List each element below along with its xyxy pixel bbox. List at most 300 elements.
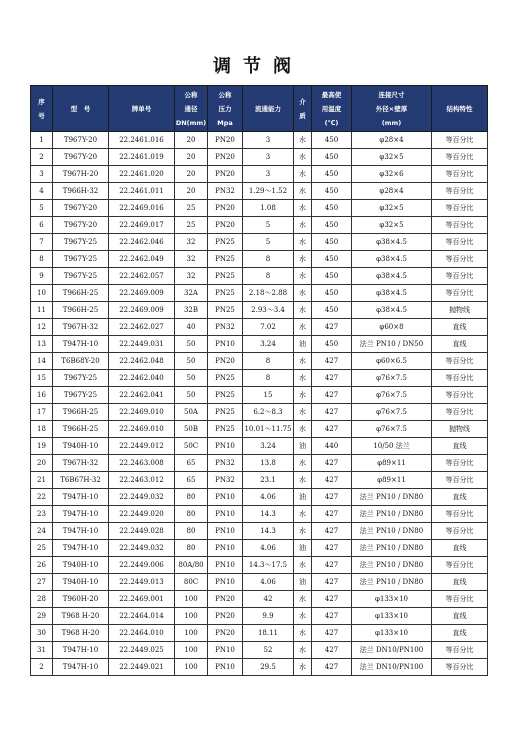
- cell-nominal-diameter: 80: [175, 540, 208, 557]
- cell-medium: 水: [294, 404, 312, 421]
- cell-model: T967Y-25: [53, 370, 109, 387]
- cell-max-temp: 427: [312, 472, 352, 489]
- cell-medium: 水: [294, 268, 312, 285]
- cell-medium: 水: [294, 659, 312, 676]
- cell-model: T967Y-20: [53, 149, 109, 166]
- cell-seq: 21: [31, 472, 53, 489]
- cell-nominal-pressure: PN10: [208, 540, 243, 557]
- table-row: [31, 285, 488, 302]
- table-row: [31, 302, 488, 319]
- cell-flow-capacity: 14.3: [243, 523, 294, 540]
- cell-max-temp: 427: [312, 574, 352, 591]
- cell-nominal-diameter: 100: [175, 659, 208, 676]
- cell-medium: 水: [294, 234, 312, 251]
- cell-nominal-pressure: PN25: [208, 234, 243, 251]
- cell-model: T967Y-25: [53, 387, 109, 404]
- cell-max-temp: 450: [312, 149, 352, 166]
- cell-medium: 水: [294, 506, 312, 523]
- cell-connection-size: 法兰 PN10 / DN80: [352, 523, 432, 540]
- header-max-temp: [312, 86, 352, 132]
- cell-medium: 水: [294, 557, 312, 574]
- cell-nominal-diameter: 80: [175, 489, 208, 506]
- cell-max-temp: 427: [312, 455, 352, 472]
- cell-order-no: 22.2469.010: [109, 404, 175, 421]
- cell-nominal-pressure: PN25: [208, 251, 243, 268]
- cell-seq: 22: [31, 489, 53, 506]
- cell-structure: 等百分比: [432, 234, 488, 251]
- cell-order-no: 22.2462.057: [109, 268, 175, 285]
- cell-medium: 水: [294, 455, 312, 472]
- cell-order-no: 22.2462.040: [109, 370, 175, 387]
- cell-structure: 等百分比: [432, 591, 488, 608]
- cell-model: T947H-10: [53, 642, 109, 659]
- cell-order-no: 22.2449.012: [109, 438, 175, 455]
- cell-max-temp: 450: [312, 166, 352, 183]
- cell-max-temp: 450: [312, 234, 352, 251]
- cell-max-temp: 427: [312, 557, 352, 574]
- cell-nominal-diameter: 50: [175, 353, 208, 370]
- cell-nominal-diameter: 32A: [175, 285, 208, 302]
- table-row: [31, 234, 488, 251]
- cell-flow-capacity: 13.8: [243, 455, 294, 472]
- cell-model: T968 H-20: [53, 608, 109, 625]
- cell-flow-capacity: 2.93～3.4: [243, 302, 294, 319]
- cell-model: T947H-10: [53, 506, 109, 523]
- cell-order-no: 22.2469.009: [109, 302, 175, 319]
- cell-model: T966H-32: [53, 183, 109, 200]
- cell-model: T947H-10: [53, 336, 109, 353]
- table-row: [31, 625, 488, 642]
- cell-nominal-diameter: 80: [175, 523, 208, 540]
- cell-flow-capacity: 42: [243, 591, 294, 608]
- table-row: [31, 608, 488, 625]
- cell-model: T967Y-25: [53, 234, 109, 251]
- cell-connection-size: 10/50 法兰: [352, 438, 432, 455]
- table-row: [31, 506, 488, 523]
- table-row: [31, 319, 488, 336]
- table-row: [31, 523, 488, 540]
- cell-seq: 2: [31, 149, 53, 166]
- cell-structure: 等百分比: [432, 285, 488, 302]
- header-row: [31, 86, 488, 132]
- cell-flow-capacity: 8: [243, 251, 294, 268]
- cell-nominal-pressure: PN10: [208, 438, 243, 455]
- cell-structure: 直线: [432, 319, 488, 336]
- header-line: 结构特性: [446, 104, 473, 113]
- cell-nominal-pressure: PN25: [208, 370, 243, 387]
- cell-structure: 等百分比: [432, 132, 488, 149]
- cell-flow-capacity: 8: [243, 370, 294, 387]
- cell-seq: 5: [31, 200, 53, 217]
- cell-nominal-diameter: 50B: [175, 421, 208, 438]
- header-medium: [294, 86, 312, 132]
- cell-seq: 15: [31, 370, 53, 387]
- cell-medium: 水: [294, 421, 312, 438]
- cell-structure: 等百分比: [432, 166, 488, 183]
- cell-nominal-diameter: 100: [175, 625, 208, 642]
- cell-model: T967Y-20: [53, 132, 109, 149]
- cell-order-no: 22.2449.031: [109, 336, 175, 353]
- table-row: [31, 540, 488, 557]
- cell-order-no: 22.2464.014: [109, 608, 175, 625]
- cell-structure: 等百分比: [432, 217, 488, 234]
- cell-nominal-pressure: PN32: [208, 455, 243, 472]
- cell-max-temp: 427: [312, 353, 352, 370]
- cell-structure: 等百分比: [432, 472, 488, 489]
- cell-seq: 14: [31, 353, 53, 370]
- cell-order-no: 22.2449.028: [109, 523, 175, 540]
- cell-max-temp: 427: [312, 642, 352, 659]
- cell-seq: 30: [31, 625, 53, 642]
- cell-structure: 等百分比: [432, 183, 488, 200]
- header-connection-size: [352, 86, 432, 132]
- cell-structure: 直线: [432, 540, 488, 557]
- table-row: [31, 472, 488, 489]
- table-row: [31, 591, 488, 608]
- cell-structure: 直线: [432, 489, 488, 506]
- cell-nominal-diameter: 20: [175, 166, 208, 183]
- cell-nominal-diameter: 25: [175, 217, 208, 234]
- cell-max-temp: 427: [312, 540, 352, 557]
- cell-order-no: 22.2469.010: [109, 421, 175, 438]
- cell-max-temp: 427: [312, 387, 352, 404]
- header-line: 最高使: [321, 90, 342, 99]
- cell-flow-capacity: 18.11: [243, 625, 294, 642]
- table-row: [31, 251, 488, 268]
- cell-model: T940H-10: [53, 438, 109, 455]
- cell-nominal-diameter: 40: [175, 319, 208, 336]
- cell-nominal-diameter: 50: [175, 387, 208, 404]
- cell-structure: 抛物线: [432, 421, 488, 438]
- cell-seq: 10: [31, 285, 53, 302]
- cell-nominal-pressure: PN10: [208, 574, 243, 591]
- cell-model: T968 H-20: [53, 625, 109, 642]
- cell-seq: 13: [31, 336, 53, 353]
- cell-seq: 12: [31, 319, 53, 336]
- cell-model: T6B67H-32: [53, 472, 109, 489]
- cell-flow-capacity: 15: [243, 387, 294, 404]
- cell-nominal-pressure: PN32: [208, 472, 243, 489]
- cell-connection-size: φ76×7.5: [352, 404, 432, 421]
- cell-model: T966H-25: [53, 404, 109, 421]
- cell-max-temp: 427: [312, 591, 352, 608]
- cell-order-no: 22.2464.010: [109, 625, 175, 642]
- cell-connection-size: 法兰 DN10/PN100: [352, 659, 432, 676]
- table-row: [31, 353, 488, 370]
- cell-connection-size: 法兰 PN10 / DN50: [352, 336, 432, 353]
- cell-order-no: 22.2469.016: [109, 200, 175, 217]
- header-structure: [432, 86, 488, 132]
- cell-structure: 等百分比: [432, 149, 488, 166]
- header-line: 号: [38, 111, 45, 120]
- cell-connection-size: φ38×4.5: [352, 285, 432, 302]
- cell-nominal-pressure: PN20: [208, 149, 243, 166]
- cell-nominal-pressure: PN10: [208, 557, 243, 574]
- cell-medium: 油: [294, 438, 312, 455]
- cell-flow-capacity: 5: [243, 234, 294, 251]
- header-model: [53, 86, 109, 132]
- cell-structure: 等百分比: [432, 353, 488, 370]
- cell-structure: 直线: [432, 336, 488, 353]
- cell-flow-capacity: 1.29～1.52: [243, 183, 294, 200]
- cell-nominal-pressure: PN25: [208, 421, 243, 438]
- cell-order-no: 22.2469.017: [109, 217, 175, 234]
- cell-connection-size: 法兰 PN10 / DN80: [352, 574, 432, 591]
- cell-max-temp: 440: [312, 438, 352, 455]
- cell-structure: 等百分比: [432, 387, 488, 404]
- cell-flow-capacity: 9.9: [243, 608, 294, 625]
- cell-flow-capacity: 14.3～17.5: [243, 557, 294, 574]
- cell-model: T947H-10: [53, 523, 109, 540]
- cell-flow-capacity: 14.3: [243, 506, 294, 523]
- cell-medium: 水: [294, 319, 312, 336]
- cell-model: T966H-25: [53, 302, 109, 319]
- table-row: [31, 217, 488, 234]
- header-line: 型 号: [70, 104, 91, 113]
- cell-max-temp: 427: [312, 625, 352, 642]
- cell-medium: 水: [294, 472, 312, 489]
- cell-seq: 11: [31, 302, 53, 319]
- table-row: [31, 336, 488, 353]
- cell-seq: 6: [31, 217, 53, 234]
- cell-order-no: 22.2449.006: [109, 557, 175, 574]
- header-line: 介: [299, 97, 306, 106]
- page-title: 调节阀: [213, 56, 303, 77]
- cell-seq: 7: [31, 234, 53, 251]
- header-nominal-diameter: [175, 86, 208, 132]
- cell-medium: 水: [294, 523, 312, 540]
- cell-max-temp: 427: [312, 319, 352, 336]
- cell-nominal-diameter: 20: [175, 183, 208, 200]
- cell-structure: 等百分比: [432, 404, 488, 421]
- cell-connection-size: φ76×7.5: [352, 370, 432, 387]
- header-line: 连接尺寸: [378, 90, 405, 99]
- cell-nominal-pressure: PN10: [208, 506, 243, 523]
- cell-connection-size: 法兰 PN10 / DN80: [352, 557, 432, 574]
- cell-medium: 水: [294, 166, 312, 183]
- header-flow-capacity: [243, 86, 294, 132]
- cell-structure: 等百分比: [432, 523, 488, 540]
- cell-connection-size: 法兰 DN10/PN100: [352, 642, 432, 659]
- cell-connection-size: φ32×5: [352, 149, 432, 166]
- cell-flow-capacity: 3: [243, 166, 294, 183]
- cell-order-no: 22.2469.001: [109, 591, 175, 608]
- cell-max-temp: 427: [312, 404, 352, 421]
- cell-order-no: 22.2462.049: [109, 251, 175, 268]
- cell-flow-capacity: 29.5: [243, 659, 294, 676]
- cell-order-no: 22.2461.020: [109, 166, 175, 183]
- cell-nominal-pressure: PN25: [208, 387, 243, 404]
- cell-max-temp: 450: [312, 251, 352, 268]
- cell-nominal-pressure: PN32: [208, 183, 243, 200]
- header-order-no: [109, 86, 175, 132]
- header-line: 用温度: [321, 104, 342, 113]
- cell-nominal-pressure: PN10: [208, 489, 243, 506]
- cell-model: T947H-10: [53, 540, 109, 557]
- cell-seq: 16: [31, 387, 53, 404]
- cell-nominal-pressure: PN20: [208, 625, 243, 642]
- cell-structure: 等百分比: [432, 506, 488, 523]
- cell-flow-capacity: 7.02: [243, 319, 294, 336]
- table-row: [31, 455, 488, 472]
- cell-seq: 31: [31, 642, 53, 659]
- table-header: [31, 86, 488, 132]
- cell-nominal-pressure: PN25: [208, 302, 243, 319]
- cell-order-no: 22.2449.021: [109, 659, 175, 676]
- cell-seq: 27: [31, 574, 53, 591]
- cell-order-no: 22.2449.013: [109, 574, 175, 591]
- cell-model: T967Y-20: [53, 217, 109, 234]
- cell-nominal-diameter: 20: [175, 132, 208, 149]
- cell-seq: 25: [31, 540, 53, 557]
- cell-model: T967Y-20: [53, 200, 109, 217]
- cell-connection-size: φ38×4.5: [352, 234, 432, 251]
- cell-max-temp: 427: [312, 608, 352, 625]
- cell-nominal-pressure: PN25: [208, 285, 243, 302]
- header-nominal-pressure: [208, 86, 243, 132]
- cell-nominal-diameter: 50A: [175, 404, 208, 421]
- cell-connection-size: φ89×11: [352, 472, 432, 489]
- cell-model: T6B68Y-20: [53, 353, 109, 370]
- cell-max-temp: 427: [312, 523, 352, 540]
- cell-structure: 等百分比: [432, 268, 488, 285]
- cell-connection-size: φ60×8: [352, 319, 432, 336]
- cell-nominal-diameter: 65: [175, 455, 208, 472]
- cell-nominal-pressure: PN25: [208, 404, 243, 421]
- cell-connection-size: φ28×4: [352, 132, 432, 149]
- header-line: 流通能力: [255, 104, 281, 113]
- cell-nominal-pressure: PN20: [208, 166, 243, 183]
- cell-order-no: 22.2461.016: [109, 132, 175, 149]
- cell-seq: 29: [31, 608, 53, 625]
- cell-seq: 20: [31, 455, 53, 472]
- cell-order-no: 22.2449.025: [109, 642, 175, 659]
- cell-connection-size: φ28×4: [352, 183, 432, 200]
- cell-structure: 直线: [432, 608, 488, 625]
- cell-flow-capacity: 52: [243, 642, 294, 659]
- cell-connection-size: φ89×11: [352, 455, 432, 472]
- cell-flow-capacity: 8: [243, 353, 294, 370]
- cell-model: T967H-32: [53, 455, 109, 472]
- cell-seq: 17: [31, 404, 53, 421]
- table-row: [31, 642, 488, 659]
- cell-structure: 等百分比: [432, 557, 488, 574]
- cell-flow-capacity: 2.18～2.88: [243, 285, 294, 302]
- cell-nominal-pressure: PN20: [208, 200, 243, 217]
- cell-nominal-diameter: 25: [175, 200, 208, 217]
- cell-flow-capacity: 3.24: [243, 336, 294, 353]
- table-row: [31, 166, 488, 183]
- cell-order-no: 22.2463.012: [109, 472, 175, 489]
- header-line: 牌单号: [131, 104, 152, 113]
- cell-nominal-diameter: 80: [175, 506, 208, 523]
- cell-connection-size: φ76×7.5: [352, 421, 432, 438]
- cell-medium: 水: [294, 387, 312, 404]
- table-row: [31, 149, 488, 166]
- cell-medium: 水: [294, 251, 312, 268]
- cell-nominal-pressure: PN10: [208, 336, 243, 353]
- cell-seq: 1: [31, 132, 53, 149]
- valve-table: [30, 85, 488, 676]
- cell-seq: 24: [31, 523, 53, 540]
- cell-order-no: 22.2449.020: [109, 506, 175, 523]
- cell-max-temp: 450: [312, 200, 352, 217]
- cell-medium: 油: [294, 489, 312, 506]
- header-line: 外径×壁厚: [375, 104, 408, 113]
- cell-flow-capacity: 4.06: [243, 574, 294, 591]
- table-row: [31, 574, 488, 591]
- cell-seq: 23: [31, 506, 53, 523]
- table-row: [31, 268, 488, 285]
- cell-connection-size: φ32×6: [352, 166, 432, 183]
- cell-medium: 水: [294, 200, 312, 217]
- cell-order-no: 22.2449.032: [109, 540, 175, 557]
- cell-nominal-diameter: 32B: [175, 302, 208, 319]
- table-row: [31, 421, 488, 438]
- cell-connection-size: 法兰 PN10 / DN80: [352, 489, 432, 506]
- cell-seq: 26: [31, 557, 53, 574]
- cell-structure: 直线: [432, 574, 488, 591]
- table-row: [31, 489, 488, 506]
- header-line: (mm): [381, 118, 402, 127]
- table-row: [31, 200, 488, 217]
- cell-max-temp: 450: [312, 268, 352, 285]
- cell-nominal-diameter: 100: [175, 591, 208, 608]
- cell-nominal-diameter: 50: [175, 370, 208, 387]
- table-row: [31, 659, 488, 676]
- cell-order-no: 22.2461.011: [109, 183, 175, 200]
- cell-nominal-diameter: 20: [175, 149, 208, 166]
- cell-nominal-diameter: 32: [175, 234, 208, 251]
- cell-max-temp: 450: [312, 132, 352, 149]
- header-line: 质: [299, 111, 306, 120]
- header-line: 公称: [184, 90, 198, 99]
- cell-model: T967Y-25: [53, 251, 109, 268]
- cell-max-temp: 450: [312, 285, 352, 302]
- cell-model: T960H-20: [53, 591, 109, 608]
- cell-flow-capacity: 3.24: [243, 438, 294, 455]
- cell-max-temp: 427: [312, 506, 352, 523]
- cell-model: T947H-10: [53, 489, 109, 506]
- cell-max-temp: 450: [312, 302, 352, 319]
- cell-nominal-pressure: PN10: [208, 642, 243, 659]
- cell-connection-size: φ38×4.5: [352, 268, 432, 285]
- cell-connection-size: φ32×5: [352, 217, 432, 234]
- cell-medium: 水: [294, 217, 312, 234]
- cell-seq: 18: [31, 421, 53, 438]
- cell-medium: 油: [294, 574, 312, 591]
- cell-max-temp: 427: [312, 421, 352, 438]
- cell-medium: 水: [294, 608, 312, 625]
- cell-structure: 等百分比: [432, 370, 488, 387]
- cell-max-temp: 427: [312, 659, 352, 676]
- cell-structure: 抛物线: [432, 302, 488, 319]
- header-line: DN(mm): [175, 118, 207, 127]
- cell-structure: 等百分比: [432, 251, 488, 268]
- cell-connection-size: φ133×10: [352, 625, 432, 642]
- cell-connection-size: φ133×10: [352, 608, 432, 625]
- table-row: [31, 132, 488, 149]
- cell-nominal-pressure: PN10: [208, 659, 243, 676]
- cell-connection-size: 法兰 PN10 / DN80: [352, 540, 432, 557]
- cell-medium: 水: [294, 285, 312, 302]
- cell-connection-size: φ32×5: [352, 200, 432, 217]
- cell-structure: 直线: [432, 438, 488, 455]
- cell-seq: 2: [31, 659, 53, 676]
- cell-nominal-diameter: 50: [175, 336, 208, 353]
- cell-order-no: 22.2449.032: [109, 489, 175, 506]
- cell-nominal-diameter: 100: [175, 642, 208, 659]
